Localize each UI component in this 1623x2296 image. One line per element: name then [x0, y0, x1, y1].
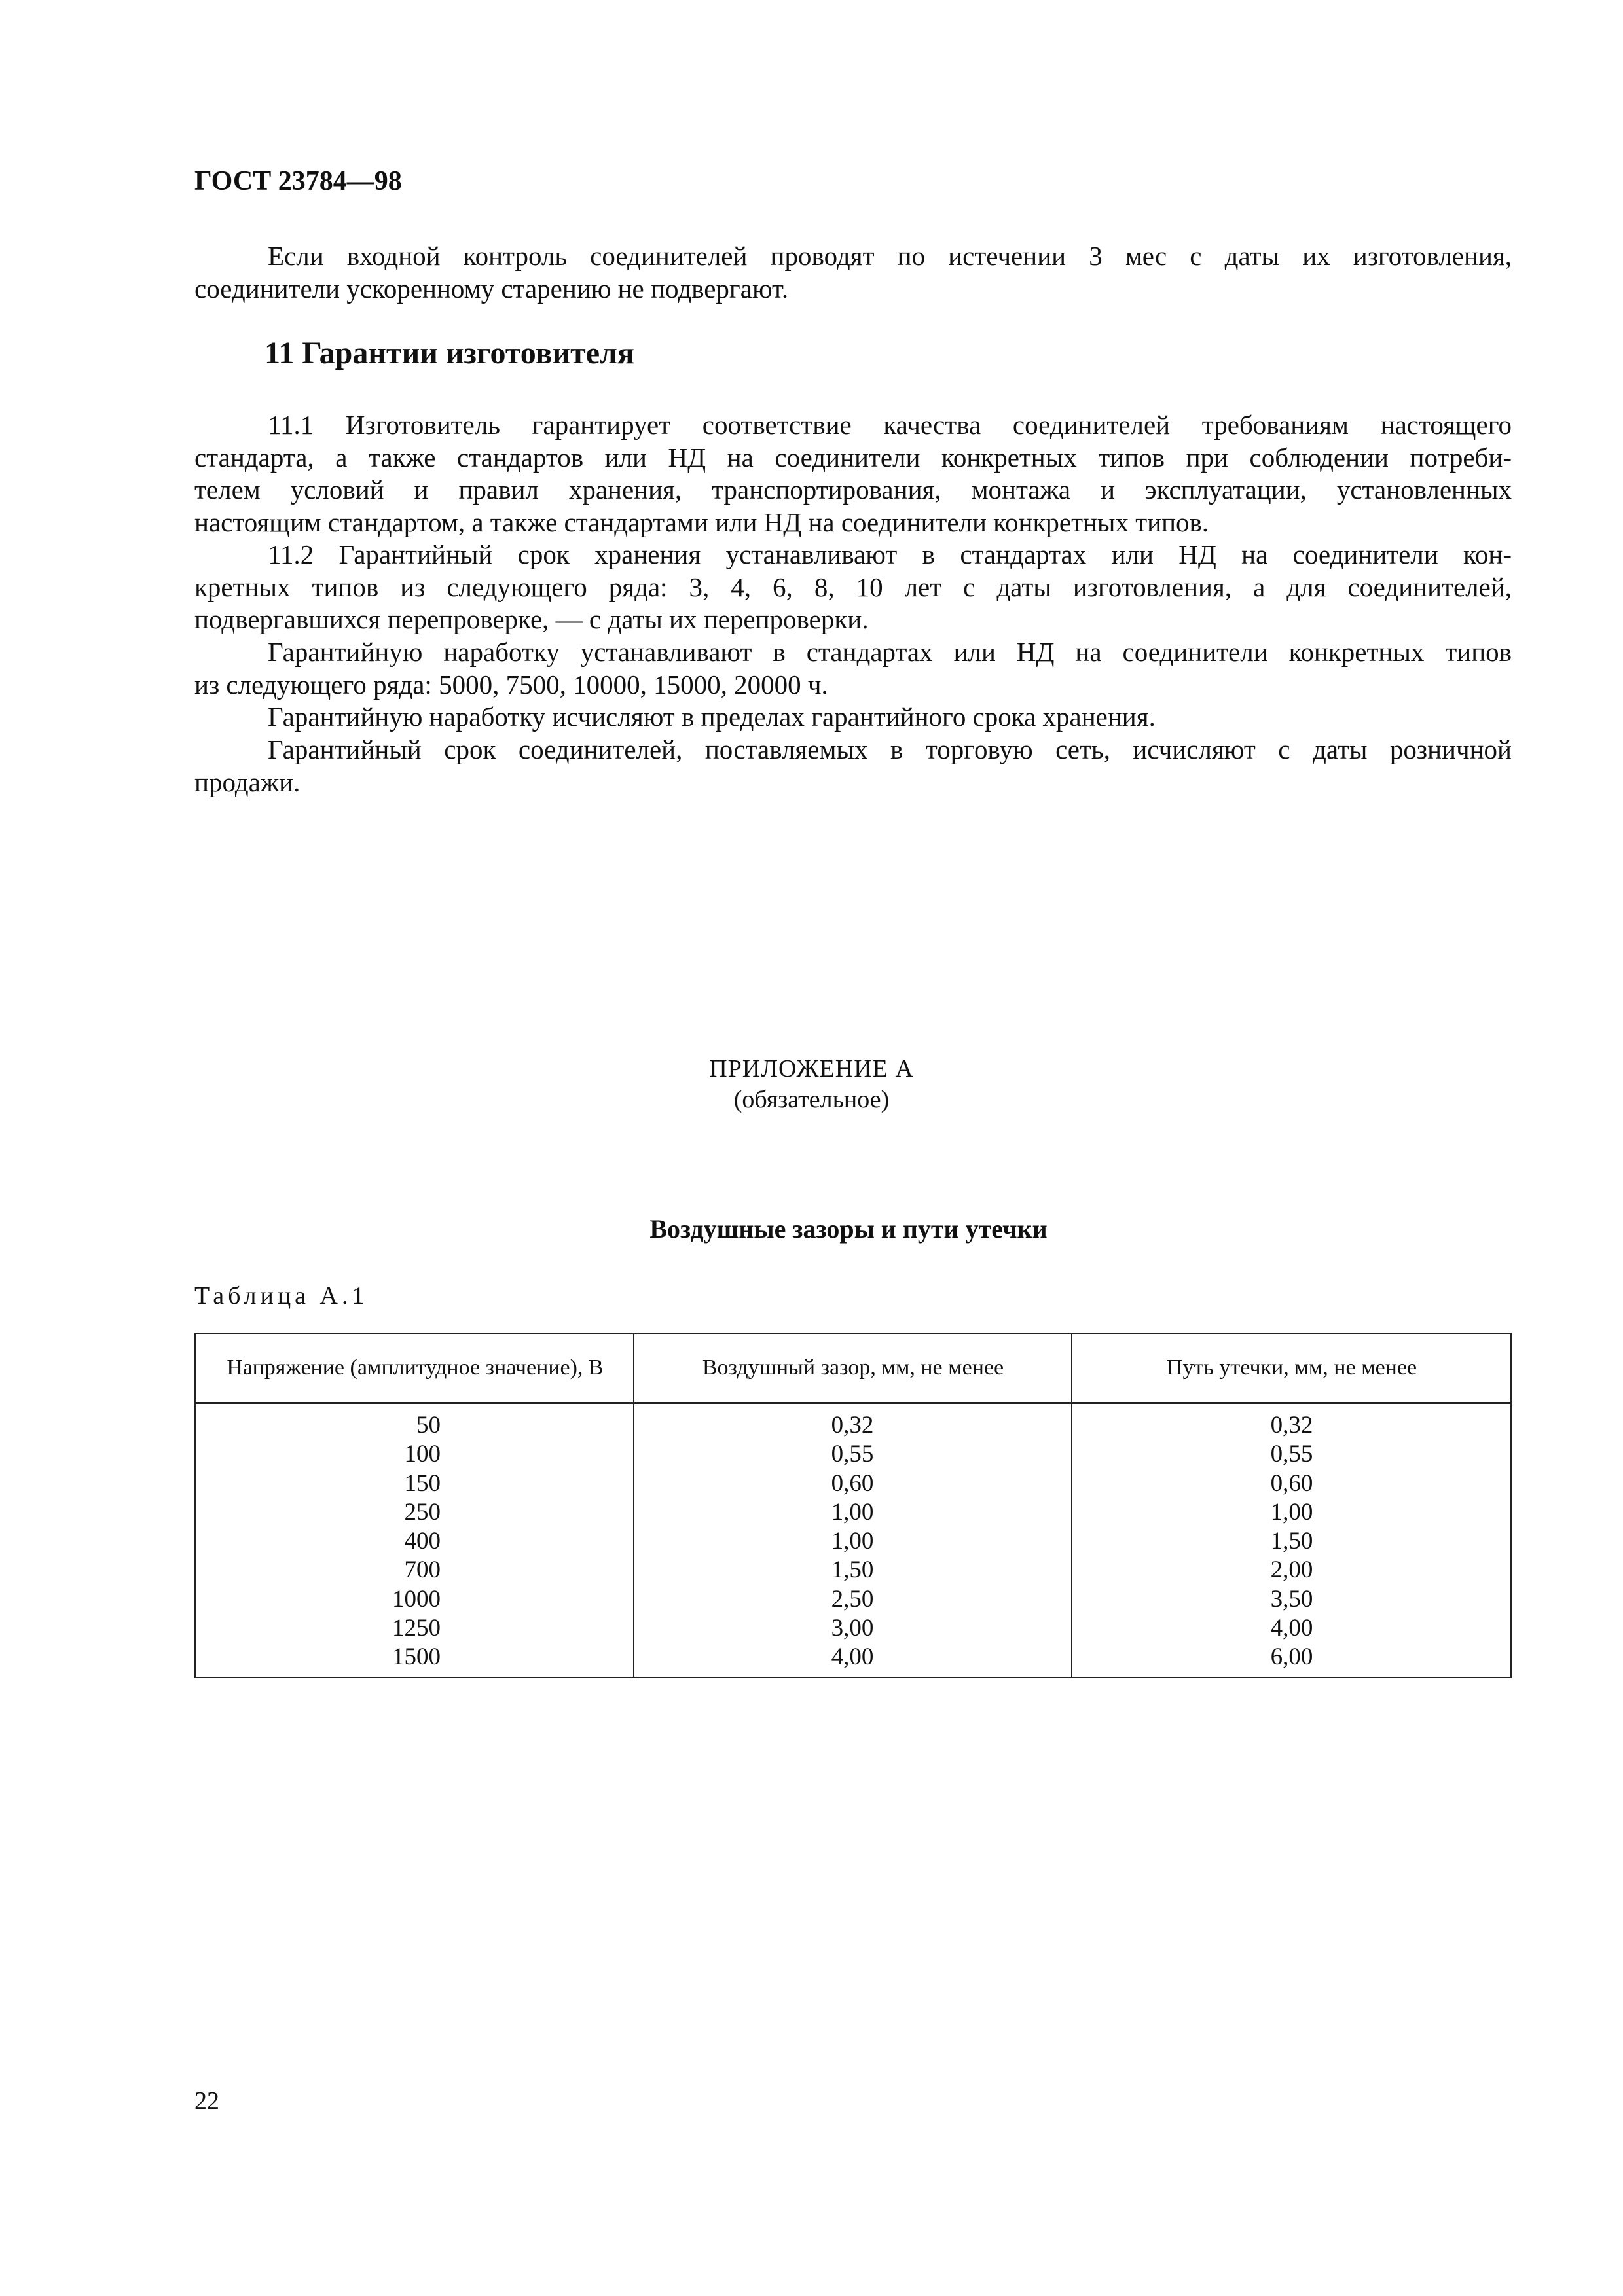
- table-cell: 4,00: [831, 1643, 874, 1671]
- text-line: 11.2 Гарантийный срок хранения устанавливают в стандартах или НД на соединители кон-: [268, 539, 1512, 569]
- voltage-column: [196, 1411, 441, 1672]
- header-air-gap: Воздушный зазор, мм, не менее: [702, 1355, 1004, 1380]
- text-line: продажи.: [194, 766, 301, 797]
- text-line: настоящим стандартом, а также стандартами или НД на соединители конкретных типов.: [194, 507, 1209, 537]
- table-cell: 1,00: [831, 1498, 874, 1526]
- text-line: Гарантийную наработку устанавливают в стандартах или НД на соединители конкретных типов: [268, 637, 1512, 667]
- paragraph-warranty-retail: [194, 734, 1512, 798]
- paragraph-11-2: [194, 539, 1512, 636]
- text-line: Гарантийный срок соединителей, поставляемых в торговую сеть, исчисляют с даты розничной: [268, 734, 1512, 764]
- table-cell: 0,60: [1270, 1469, 1313, 1497]
- air-gap-column: [633, 1411, 1072, 1672]
- table-cell: 1,00: [1270, 1498, 1313, 1526]
- header-leakage-path: Путь утечки, мм, не менее: [1166, 1355, 1417, 1380]
- table-cell: 0,55: [1270, 1441, 1313, 1468]
- page-number: 22: [194, 2087, 219, 2115]
- table-cell: 1,00: [831, 1528, 874, 1555]
- paragraph-11-1: [194, 409, 1512, 539]
- table-cell: 400: [404, 1528, 441, 1555]
- text-line: соединители ускоренному старению не подвергают.: [194, 273, 789, 304]
- table-cell: 2,00: [1270, 1556, 1313, 1584]
- table-cell: 1,50: [831, 1556, 874, 1584]
- table-cell: 3,50: [1270, 1585, 1313, 1613]
- clearance-table: [194, 1333, 1512, 1678]
- table-cell: 1250: [392, 1615, 441, 1642]
- table-cell: 0,60: [831, 1469, 874, 1497]
- text-line: стандарта, а также стандартов или НД на соединители конкретных типов при соблюдении потреби-: [194, 442, 1512, 473]
- table-cell: 250: [404, 1498, 441, 1526]
- text-line: 11.1 Изготовитель гарантирует соответствие качества соединителей требованиям настоящего: [268, 410, 1512, 440]
- annex-subtitle: (обязательное): [733, 1086, 890, 1113]
- header-voltage: Напряжение (амплитудное значение), В: [227, 1355, 604, 1380]
- paragraph-warranty-hours: [194, 636, 1512, 701]
- text-line: подвергавшихся перепроверке, — с даты их перепроверки.: [194, 604, 869, 634]
- table-cell: 1500: [392, 1643, 441, 1671]
- table-cell: 50: [416, 1412, 441, 1439]
- table-cell: 0,32: [1270, 1412, 1313, 1439]
- paragraph-warranty-calc: [194, 701, 1512, 734]
- section-title: 11 Гарантии изготовителя: [264, 336, 634, 370]
- table-cell: 1,50: [1270, 1528, 1313, 1555]
- table-cell: 4,00: [1270, 1615, 1313, 1642]
- table-label: Таблица А.1: [194, 1282, 369, 1310]
- intro-paragraph: [194, 240, 1512, 305]
- text-line: телем условий и правил хранения, транспортирования, монтажа и эксплуатации, установленных: [194, 475, 1512, 505]
- leakage-path-column: [1072, 1411, 1512, 1672]
- text-line: Если входной контроль соединителей проводят по истечении 3 мес с даты их изготовления,: [268, 241, 1512, 271]
- table-cell: 6,00: [1270, 1643, 1313, 1671]
- table-cell: 2,50: [831, 1585, 874, 1613]
- document-code: ГОСТ 23784—98: [194, 166, 402, 196]
- table-cell: 700: [404, 1556, 441, 1584]
- table-cell: 1000: [392, 1585, 441, 1613]
- annex-heading: Воздушные зазоры и пути утечки: [649, 1214, 1048, 1244]
- annex-title: ПРИЛОЖЕНИЕ А: [709, 1055, 914, 1083]
- table-cell: 150: [404, 1469, 441, 1497]
- table-cell: 100: [404, 1441, 441, 1468]
- text-line: кретных типов из следующего ряда: 3, 4, 6, 8, 10 лет с даты изготовления, а для соединителей,: [194, 571, 1512, 602]
- table-cell: 3,00: [831, 1615, 874, 1642]
- table-cell: 0,32: [831, 1412, 874, 1439]
- table-cell: 0,55: [831, 1441, 874, 1468]
- text-line: из следующего ряда: 5000, 7500, 10000, 15000, 20000 ч.: [194, 669, 828, 700]
- text-line: Гарантийную наработку исчисляют в пределах гарантийного срока хранения.: [268, 702, 1156, 732]
